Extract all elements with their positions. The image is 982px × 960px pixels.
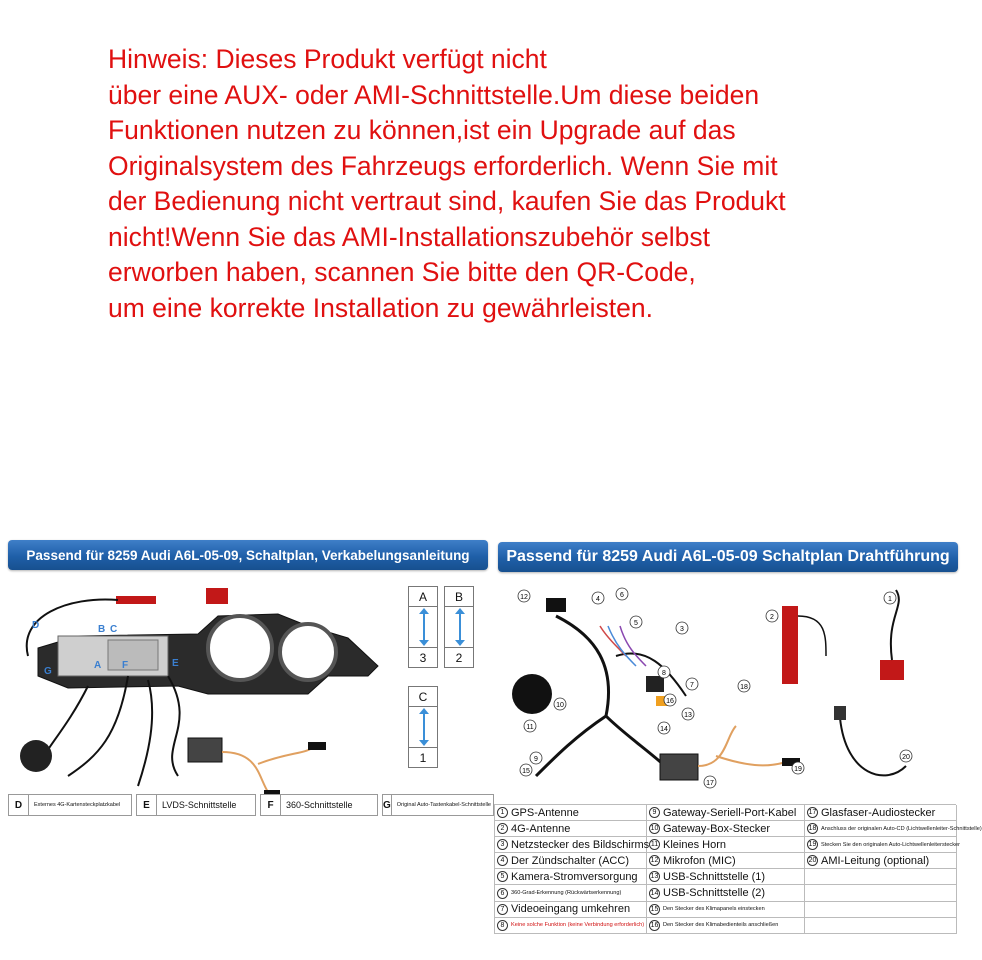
diagram-number-badge bbox=[686, 678, 698, 690]
antenna-4g bbox=[116, 596, 156, 604]
speaker bbox=[512, 674, 552, 714]
cable bbox=[168, 676, 180, 776]
diagram-number-badge bbox=[664, 694, 676, 706]
speaker bbox=[20, 740, 52, 772]
svg-text:4: 4 bbox=[596, 596, 600, 603]
part-item bbox=[805, 821, 982, 837]
part-label: Den Stecker des Klimapanels einstecken bbox=[663, 906, 765, 913]
part-number-badge: 14 bbox=[650, 889, 659, 897]
connector bbox=[834, 706, 846, 720]
svg-text:2: 2 bbox=[770, 614, 774, 621]
part-number-badge: 9 bbox=[649, 807, 660, 818]
part-number-badge: 16 bbox=[650, 921, 659, 929]
svg-text:12: 12 bbox=[520, 594, 528, 601]
svg-text:5: 5 bbox=[634, 620, 638, 627]
wire-routing-title: Passend für 8259 Audi A6L-05-09 Schaltplan Drahtführung bbox=[498, 542, 958, 572]
gauge-ring bbox=[280, 624, 336, 680]
diagram-number-badge bbox=[524, 720, 536, 732]
svg-text:17: 17 bbox=[706, 780, 714, 787]
marker-f: F bbox=[122, 660, 129, 671]
mapping-box-a: A 3 bbox=[408, 586, 438, 668]
antenna-4g bbox=[782, 606, 798, 684]
part-item bbox=[495, 821, 647, 837]
part-number-badge: 17 bbox=[808, 809, 817, 817]
connector-legend bbox=[8, 794, 494, 816]
part-number-badge: 20 bbox=[808, 857, 817, 865]
svg-text:8: 8 bbox=[662, 670, 666, 677]
part-label: Der Zündschalter (ACC) bbox=[511, 854, 629, 867]
part-item bbox=[495, 918, 647, 934]
svg-text:13: 13 bbox=[684, 712, 692, 719]
legend-item: E LVDS-Schnittstelle bbox=[136, 794, 256, 816]
diagram-number-badge bbox=[518, 590, 530, 602]
part-item bbox=[495, 902, 647, 918]
cable bbox=[138, 680, 152, 786]
part-item bbox=[647, 853, 805, 869]
svg-text:14: 14 bbox=[660, 726, 668, 733]
part-item bbox=[647, 918, 805, 934]
part-item bbox=[495, 869, 647, 885]
part-item bbox=[805, 837, 960, 853]
notice-line: der Bedienung nicht vertraut sind, kaufen Sie das Produkt bbox=[108, 186, 786, 216]
marker-c: C bbox=[110, 624, 118, 635]
part-label: Kamera-Stromversorgung bbox=[511, 870, 638, 883]
svg-text:6: 6 bbox=[620, 592, 624, 599]
part-number-badge: 18 bbox=[808, 825, 817, 833]
part-item bbox=[495, 853, 647, 869]
diagram-number-badge bbox=[738, 680, 750, 692]
mapping-box-b: B 2 bbox=[444, 586, 474, 668]
marker-a: A bbox=[94, 660, 102, 671]
part-label: Gateway-Box-Stecker bbox=[663, 822, 770, 835]
diagram-number-badge bbox=[884, 592, 896, 604]
cable bbox=[798, 616, 826, 656]
marker-d: D bbox=[32, 620, 40, 631]
diagram-number-badge bbox=[792, 762, 804, 774]
part-label: 4G-Antenne bbox=[511, 822, 571, 835]
diagram-number-badge bbox=[658, 666, 670, 678]
part-item bbox=[805, 805, 957, 821]
fiber-cable bbox=[716, 756, 786, 765]
part-item bbox=[647, 805, 805, 821]
head-unit-board bbox=[108, 640, 158, 670]
legend-item: D Externes 4G-Kartensteckplatzkabel bbox=[8, 794, 132, 816]
wiring-guide-title: Passend für 8259 Audi A6L-05-09, Schaltplan, Verkabelungsanleitung bbox=[8, 540, 488, 570]
part-number-badge: 3 bbox=[497, 839, 508, 850]
svg-text:16: 16 bbox=[666, 698, 674, 705]
part-label: Videoeingang umkehren bbox=[511, 903, 631, 916]
diagram-number-badge bbox=[630, 616, 642, 628]
svg-text:18: 18 bbox=[740, 684, 748, 691]
gps-antenna bbox=[206, 588, 228, 604]
svg-text:9: 9 bbox=[534, 756, 538, 763]
part-item bbox=[805, 853, 957, 869]
cable bbox=[68, 676, 128, 776]
diagram-number-badge bbox=[616, 588, 628, 600]
part-label: Kleines Horn bbox=[663, 838, 726, 851]
part-number-badge: 19 bbox=[808, 841, 817, 849]
diagram-number-badge bbox=[520, 764, 532, 776]
part-number-badge: 13 bbox=[650, 873, 659, 881]
part-number-badge: 5 bbox=[497, 871, 508, 882]
parts-table bbox=[494, 804, 982, 934]
part-item bbox=[647, 869, 805, 885]
part-item bbox=[647, 885, 805, 901]
diagram-number-badge bbox=[530, 752, 542, 764]
part-item bbox=[495, 885, 647, 901]
legend-item: F 360-Schnittstelle bbox=[260, 794, 378, 816]
part-label: Mikrofon (MIC) bbox=[663, 854, 736, 867]
part-number-badge: 8 bbox=[497, 920, 508, 931]
part-label: Keine solche Funktion (keine Verbindung erforderlich) bbox=[511, 922, 645, 929]
part-number-badge: 1 bbox=[497, 807, 508, 818]
svg-text:15: 15 bbox=[522, 768, 530, 775]
part-label: Stecken Sie den originalen Auto-Lichtwellenleiterstecker bbox=[821, 841, 960, 848]
part-number-badge: 15 bbox=[650, 905, 659, 913]
part-label: Den Stecker des Klimabedienteils anschließen bbox=[663, 922, 779, 929]
gateway-box bbox=[660, 754, 698, 780]
diagram-number-badge bbox=[592, 592, 604, 604]
part-item bbox=[647, 821, 805, 837]
connector bbox=[646, 676, 664, 692]
connector bbox=[546, 598, 566, 612]
part-label: AMI-Leitung (optional) bbox=[821, 854, 930, 867]
notice-text bbox=[108, 42, 948, 326]
diagram-number-badge bbox=[658, 722, 670, 734]
notice-line: Hinweis: Dieses Produkt verfügt nicht bbox=[108, 44, 547, 74]
part-number-badge: 2 bbox=[497, 823, 508, 834]
part-item bbox=[805, 918, 957, 934]
connector bbox=[308, 742, 326, 750]
marker-e: E bbox=[172, 658, 179, 669]
part-number-badge: 12 bbox=[650, 857, 659, 865]
gateway-box bbox=[188, 738, 222, 762]
svg-text:11: 11 bbox=[526, 724, 534, 731]
marker-g: G bbox=[44, 666, 52, 677]
wiring-guide-panel bbox=[8, 540, 494, 820]
fiber-cable bbox=[222, 752, 268, 792]
part-label: Gateway-Seriell-Port-Kabel bbox=[663, 806, 797, 819]
part-item bbox=[647, 837, 805, 853]
marker-b: B bbox=[98, 624, 106, 635]
part-number-badge: 10 bbox=[650, 825, 659, 833]
legend-item: G Original Auto-Tastenkabel-Schnittstelle bbox=[382, 794, 494, 816]
diagram-number-badge bbox=[766, 610, 778, 622]
double-arrow-icon bbox=[423, 612, 425, 642]
gauge-ring bbox=[208, 616, 272, 680]
part-number-badge: 6 bbox=[497, 888, 508, 899]
diagram-number-badge bbox=[554, 698, 566, 710]
notice-line: Originalsystem des Fahrzeugs erforderlich. Wenn Sie mit bbox=[108, 150, 778, 181]
part-number-badge: 7 bbox=[497, 904, 508, 915]
gps-antenna bbox=[880, 660, 904, 680]
part-item bbox=[805, 902, 957, 918]
diagram-number-badge bbox=[704, 776, 716, 788]
svg-text:10: 10 bbox=[556, 702, 564, 709]
svg-text:7: 7 bbox=[690, 682, 694, 689]
notice-line: erworben haben, scannen Sie bitte den QR-Code, bbox=[108, 257, 696, 287]
notice-line: nicht!Wenn Sie das AMI-Installationszubehör selbst bbox=[108, 221, 710, 252]
svg-text:20: 20 bbox=[902, 754, 910, 761]
svg-text:19: 19 bbox=[794, 766, 802, 773]
part-label: Glasfaser-Audiostecker bbox=[821, 806, 936, 819]
wiring-diagram-left bbox=[8, 576, 408, 816]
notice-line: über eine AUX- oder AMI-Schnittstelle.Um diese beiden bbox=[108, 79, 760, 110]
notice-line: Funktionen nutzen zu können,ist ein Upgrade auf das bbox=[108, 115, 736, 145]
part-number-badge: 4 bbox=[497, 855, 508, 866]
fiber-cable bbox=[258, 746, 314, 764]
mapping-box-c: C 1 bbox=[408, 686, 438, 768]
part-label: Netzstecker des Bildschirms bbox=[511, 838, 650, 851]
diagram-number-badge bbox=[900, 750, 912, 762]
notice-line: um eine korrekte Installation zu gewährleisten. bbox=[108, 292, 654, 323]
part-label: USB-Schnittstelle (2) bbox=[663, 887, 766, 900]
part-label: USB-Schnittstelle (1) bbox=[663, 870, 766, 883]
part-label: Anschluss der originalen Auto-CD (Lichtwellenleiter-Schnittstelle) bbox=[821, 825, 982, 832]
svg-text:3: 3 bbox=[680, 626, 684, 633]
part-label: 360-Grad-Erkennung (Rückwärtserkennung) bbox=[511, 890, 622, 897]
diagram-number-badge bbox=[682, 708, 694, 720]
part-item bbox=[495, 837, 650, 853]
double-arrow-icon bbox=[459, 612, 461, 642]
part-item bbox=[647, 902, 805, 918]
part-number-badge: 11 bbox=[650, 841, 659, 849]
svg-text:1: 1 bbox=[888, 596, 892, 603]
harness bbox=[536, 716, 606, 776]
wire bbox=[620, 626, 646, 666]
part-item bbox=[805, 885, 957, 901]
diagram-number-badge bbox=[676, 622, 688, 634]
part-item bbox=[495, 805, 647, 821]
wiring-diagram-right bbox=[496, 576, 956, 802]
part-label: GPS-Antenne bbox=[511, 806, 579, 819]
part-item bbox=[805, 869, 957, 885]
ami-cable bbox=[840, 718, 906, 775]
double-arrow-icon bbox=[423, 712, 425, 742]
